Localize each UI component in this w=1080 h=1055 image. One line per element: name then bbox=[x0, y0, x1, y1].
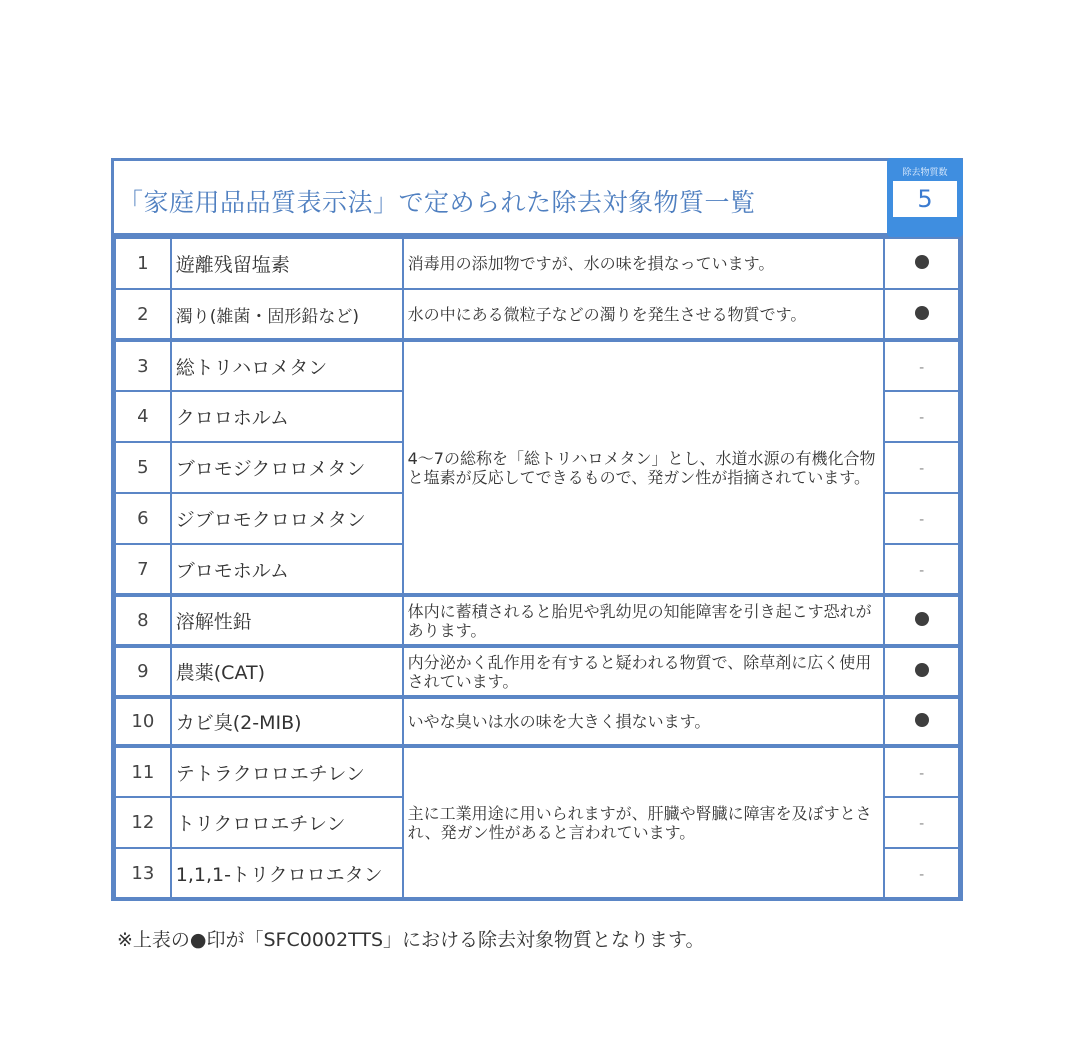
filled-circle-icon bbox=[915, 713, 929, 727]
substance-description: いやな臭いは水の味を大きく損ないます。 bbox=[403, 697, 885, 746]
table-title: 「家庭用品品質表示法」で定められた除去対象物質一覧 bbox=[118, 188, 756, 217]
table-row bbox=[115, 746, 959, 797]
substance-description: 水の中にある微粒子などの濁りを発生させる物質です。 bbox=[403, 289, 885, 340]
substance-table bbox=[114, 237, 960, 899]
footnote: ※上表の●印が「SFC0002TTS」における除去対象物質となります。 bbox=[117, 929, 705, 951]
table-row bbox=[115, 595, 959, 646]
substance-name: クロロホルム bbox=[171, 391, 403, 442]
substance-name: カビ臭(2-MIB) bbox=[171, 697, 403, 746]
substance-description: 消毒用の添加物ですが、水の味を損なっています。 bbox=[403, 238, 885, 289]
group-description-chlorinated-solvents: 主に工業用途に用いられますが、肝臓や腎臓に障害を及ぼすとされ、発ガン性があると言われています。 bbox=[403, 746, 885, 898]
dash-mark: - bbox=[919, 359, 925, 376]
row-number: 4 bbox=[115, 391, 171, 442]
group-description-trihalomethanes: 4～7の総称を「総トリハロメタン」とし、水道水源の有機化合物と塩素が反応してできるもので、発ガン性が指摘されています。 bbox=[403, 340, 885, 595]
table-row bbox=[115, 697, 959, 746]
dash-mark: - bbox=[919, 562, 925, 579]
substance-name: トリクロロエチレン bbox=[171, 797, 403, 848]
substance-name: 濁り(雑菌・固形鉛など) bbox=[171, 289, 403, 340]
badge-label: 除去物質数 bbox=[902, 168, 948, 178]
removal-mark bbox=[884, 595, 959, 646]
substance-name: テトラクロロエチレン bbox=[171, 746, 403, 797]
removal-mark bbox=[884, 289, 959, 340]
substance-description: 内分泌かく乱作用を有すると疑われる物質で、除草剤に広く使用されています。 bbox=[403, 646, 885, 697]
dash-mark: - bbox=[919, 866, 925, 883]
row-number: 6 bbox=[115, 493, 171, 544]
row-number: 13 bbox=[115, 848, 171, 898]
dash-mark: - bbox=[919, 461, 925, 477]
substance-description: 体内に蓄積されると胎児や乳幼児の知能障害を引き起こす恐れがあります。 bbox=[403, 595, 885, 646]
filled-circle-icon bbox=[915, 255, 929, 269]
removal-mark bbox=[884, 340, 959, 391]
removal-count-badge bbox=[887, 158, 963, 237]
dash-mark: - bbox=[919, 512, 925, 528]
substance-name: 1,1,1-トリクロロエタン bbox=[171, 848, 403, 898]
row-number: 8 bbox=[115, 595, 171, 646]
row-number: 5 bbox=[115, 442, 171, 493]
title-bar bbox=[114, 161, 960, 237]
removal-mark bbox=[884, 544, 959, 595]
dash-mark: - bbox=[919, 816, 925, 832]
filled-circle-icon bbox=[915, 663, 929, 677]
removal-mark bbox=[884, 797, 959, 848]
removal-mark bbox=[884, 848, 959, 898]
removal-mark bbox=[884, 697, 959, 746]
badge-value-box bbox=[893, 181, 957, 217]
removal-mark bbox=[884, 493, 959, 544]
filled-circle-icon bbox=[915, 612, 929, 626]
substance-name: ブロモホルム bbox=[171, 544, 403, 595]
row-number: 2 bbox=[115, 289, 171, 340]
row-number: 7 bbox=[115, 544, 171, 595]
table-row bbox=[115, 340, 959, 391]
row-number: 1 bbox=[115, 238, 171, 289]
substance-name: 総トリハロメタン bbox=[171, 340, 403, 391]
removal-mark bbox=[884, 442, 959, 493]
filled-circle-icon bbox=[915, 306, 929, 320]
substance-table-frame bbox=[111, 158, 963, 901]
row-number: 12 bbox=[115, 797, 171, 848]
dash-mark: - bbox=[919, 765, 925, 782]
removal-mark bbox=[884, 238, 959, 289]
row-number: 3 bbox=[115, 340, 171, 391]
table-row bbox=[115, 238, 959, 289]
table-row bbox=[115, 646, 959, 697]
row-number: 10 bbox=[115, 697, 171, 746]
substance-name: 農薬(CAT) bbox=[171, 646, 403, 697]
substance-name: 溶解性鉛 bbox=[171, 595, 403, 646]
removal-mark bbox=[884, 646, 959, 697]
dash-mark: - bbox=[919, 410, 925, 426]
row-number: 11 bbox=[115, 746, 171, 797]
row-number: 9 bbox=[115, 646, 171, 697]
removal-mark bbox=[884, 391, 959, 442]
substance-name: ジブロモクロロメタン bbox=[171, 493, 403, 544]
table-row bbox=[115, 289, 959, 340]
removal-mark bbox=[884, 746, 959, 797]
substance-name: 遊離残留塩素 bbox=[171, 238, 403, 289]
substance-name: ブロモジクロロメタン bbox=[171, 442, 403, 493]
badge-value: 5 bbox=[917, 185, 933, 213]
